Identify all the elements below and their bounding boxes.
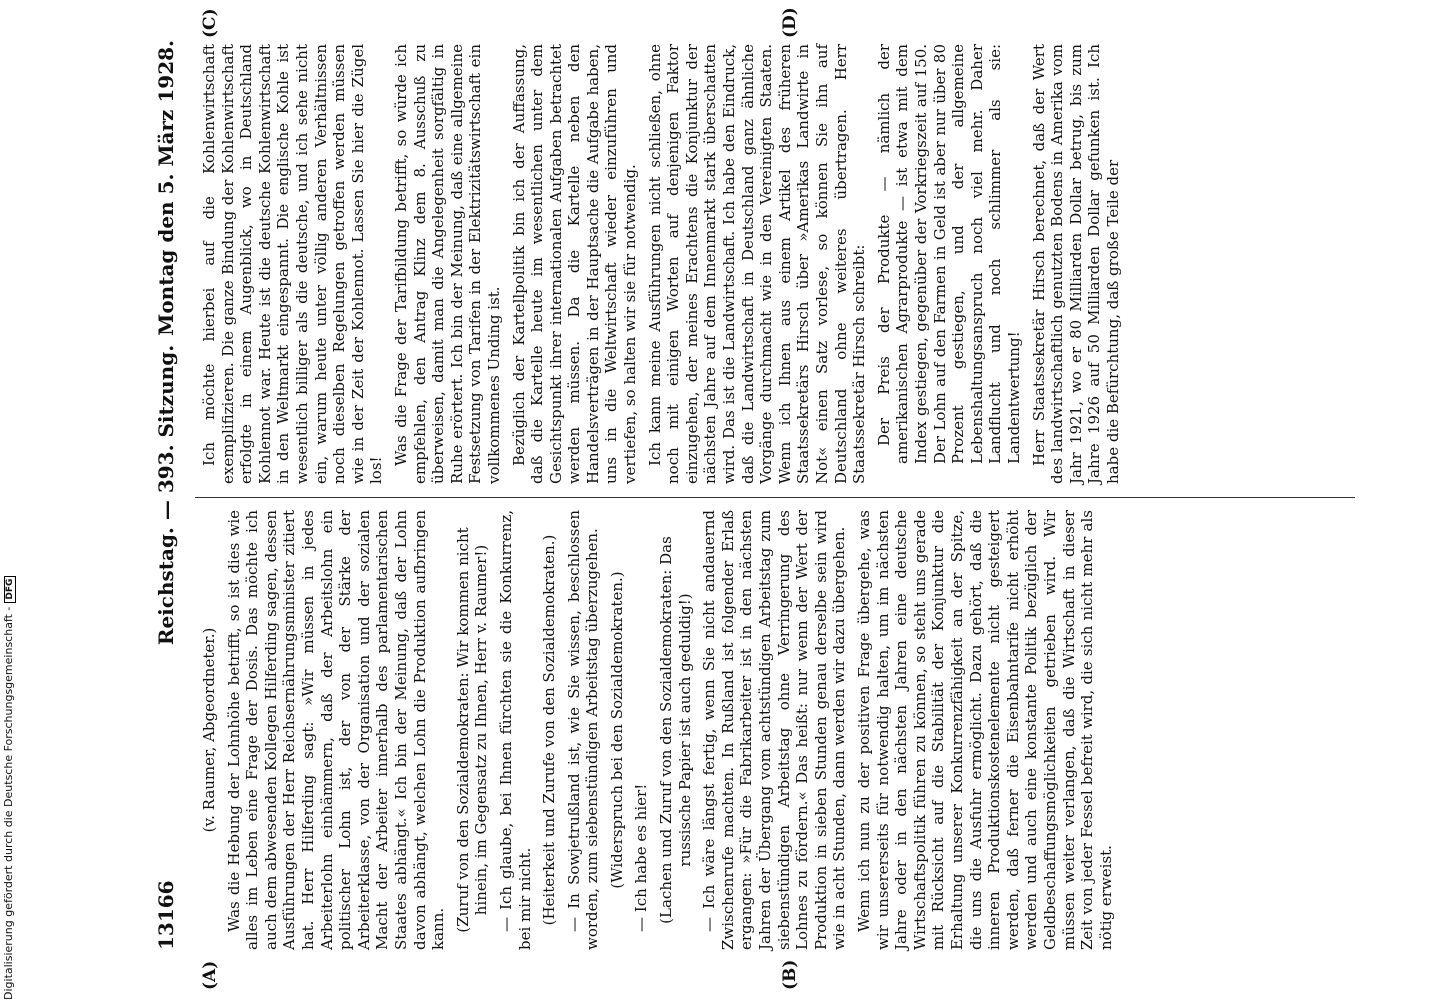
margin-marker-a: (A) [200, 960, 220, 990]
margin-marker-d: (D) [780, 7, 800, 38]
paragraph: — Ich wäre längst fertig, wenn Sie nicht andauernd Zwischenrufe machten. In Rußland ist folgender Erlaß ergangen: »Für die Fabrikarbeiter ist in den nächsten Jahren der Übergang vom achtstündigen Arbeitstag zum siebenstündigen Arbeitstag ohne Verringerung des Lohnes zu fördern.« Das heißt: nur wenn der Wert der Produktion in sieben Stunden genau derselbe sein wird wie in acht Stunden, dann werden wir dazu übergehen. [700, 510, 849, 950]
interjection: (Widerspruch bei den Sozialdemokraten.) [607, 571, 626, 889]
page-header [152, 30, 186, 960]
column-divider [195, 497, 1355, 498]
session-title: Reichstag. — 393. Sitzung. [154, 344, 178, 646]
paragraph: Bezüglich der Kartellpolitik bin ich der Auffassung, daß die Kartelle heute im wesentlichen unter dem Gesichtspunkt ihrer internationalen Aufgaben betrachtet werden müssen. Da die Kartelle neben den Handelsverträgen in der Hauptsache die Aufgabe haben, uns in die Weltwirtschaft wieder einzuführen und vertiefen, so halten wir sie für notwendig. [509, 44, 640, 484]
page-number: 13166 [154, 880, 178, 950]
session-date: Montag den 5. März 1928. [154, 40, 178, 336]
speaker-label: (v. Raumer, Abgeordneter.) [200, 627, 218, 833]
interjection: (Heiterkeit und Zurufe von den Sozialdemokraten.) [540, 534, 559, 926]
paragraph: Ich möchte hierbei auf die Kohlenwirtschaft exemplifizieren. Die ganze Bindung der Kohlenwirtschaft erfolgte in einem Augenblick, wo in Deutschland Kohlennot war. Heute ist die deutsche Kohlenwirtschaft in den Weltmarkt eingespannt. Die englische Kohle ist wesentlich billiger als die deutsche, und ich sehe nicht ein, warum heute unter völlig anderen Verhältnissen noch dieselben Regelungen getroffen werden müssen wie in der Zeit der Kohlennot. Lassen Sie hier die Zügel los! [200, 44, 386, 484]
paragraph: — Ich habe es hier! [632, 783, 651, 932]
rotated-page [140, 0, 1434, 1000]
right-column [200, 44, 1129, 484]
interjection: (Lachen und Zuruf von den Sozialdemokraten: Das russische Papier ist auch geduldig!) [657, 536, 694, 924]
left-column [200, 510, 1121, 950]
interjection: (Zuruf von den Sozialdemokraten: Wir kommen nicht hinein, im Gegensatz zu Ihnen, Herr v. Raumer!) [453, 527, 491, 933]
credit-text: Digitalisierung gefördert durch die Deutsche Forschungsgemeinschaft - [2, 606, 15, 1000]
dfg-logo: DFG [4, 576, 16, 603]
digitization-credit [2, 576, 16, 1000]
paragraph: Was die Hebung der Lohnhöhe betrifft, so ist dies wie alles im Leben eine Frage der Dosis. Das möchte ich auch dem abwesenden Kollegen Hilferding sagen, dessen Ausführungen der Herr Reichsernährungsminister zitiert hat. Herr Hilferding sagt: »Wir müssen in jedes Arbeiterlohn einhämmern, daß der Arbeitslohn ein politischer Lohn ist, der von der Stärke der Arbeiterklasse, von der Organisation und der sozialen Macht der Arbeiter innerhalb des parlamentarischen Staates abhängt.« Ich bin der Meinung, daß der Lohn davon abhängt, welchen Lohn die Produktion aufbringen kann. [224, 510, 448, 950]
document-page [140, 7, 1370, 990]
paragraph: Ich kann meine Ausführungen nicht schließen, ohne noch mit einigen Worten auf denjenigen Faktor einzugehen, der meines Erachtens die Konjunktur der nächsten Jahre auf dem Innenmarkt stark überschatten wird. Das ist die Landwirtschaft. Ich habe den Eindruck, daß die Landwirtschaft in Deutschland ganz ähnliche Vorgänge durchmacht wie in den Vereinigten Staaten. Wenn ich Ihnen aus einem Artikel des früheren Staatssekretärs Hirsch über »Amerikas Landwirte in Not« einen Satz vorlese, so können Sie ihn auf Deutschland ohne weiteres übertragen. Herr Staatssekretär Hirsch schreibt: [645, 44, 869, 484]
margin-marker-b: (B) [780, 959, 800, 990]
paragraph: Was die Frage der Tarifbildung betrifft, so würde ich empfehlen, den Antrag Klinz dem 8. Ausschuß zu überweisen, damit man die Angelegenheit sorgfältig in Ruhe erörtert. Ich bin der Meinung, daß eine allgemeine Festsetzung von Tarifen in der Elektrizitätswirtschaft ein vollkommenes Unding ist. [391, 44, 503, 484]
block-quote: Der Preis der Produkte — nämlich der amerikanischen Agrarprodukte — ist etwa mit dem Index gestiegen, gegenüber der Vorkriegszeit auf 150. Der Lohn auf den Farmen in Geld ist aber nur über 80 Prozent gestiegen, und der allgemeine Lebenshaltungsanspruch noch viel mehr. Daher Landflucht und noch schlimmer als sie: Landentwertung! [874, 44, 1023, 464]
paragraph: — In Sowjetrußland ist, wie Sie wissen, beschlossen worden, zum siebenstündigen Arbeitstag überzugehen. [564, 510, 602, 950]
paragraph: — Ich glaube, bei Ihnen fürchten sie die Konkurrenz, bei mir nicht. [496, 510, 534, 950]
margin-marker-c: (C) [200, 8, 220, 38]
paragraph: Wenn ich nun zu der positiven Frage übergehe, was wir unsererseits für notwendig halten, um im nächsten Jahre oder in den nächsten Jahren eine deutsche Wirtschaftspolitik führen zu können, so steht uns gerade mit Rücksicht auf die Stabilität der Konjunktur die Erhaltung unserer Konkurrenzfähigkeit an der Spitze, die uns die Ausfuhr ermöglicht. Dazu gehört, daß die inneren Produktionskostenelemente nicht gesteigert werden, daß ferner die Eisenbahntarife nicht erhöht werden und auch eine konstante Politik bezüglich der Geldbeschaffungsmöglichkeiten getrieben wird. Wir müssen weiter verlangen, daß die Wirtschaft in dieser Zeit von jeder Fessel befreit wird, die sich nicht mehr als nötig erweist. [855, 510, 1115, 950]
paragraph: Herr Staatssekretär Hirsch berechnet, daß der Wert des landwirtschaftlich genutzten Bodens in Amerika vom Jahr 1921, wo er 80 Milliarden Dollar betrug, bis zum Jahre 1926 auf 50 Milliarden Dollar gefunken ist. Ich habe die Befürchtung, daß große Teile der [1029, 44, 1122, 484]
